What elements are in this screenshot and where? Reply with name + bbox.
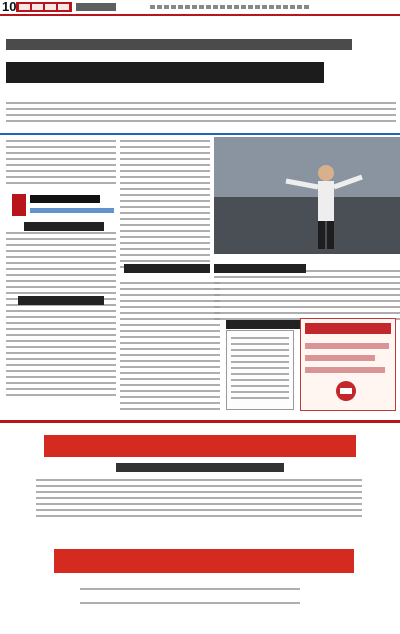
subhead (24, 222, 104, 231)
photo (214, 137, 400, 254)
ad-line (305, 355, 375, 361)
subhead (124, 264, 210, 273)
masthead (0, 0, 400, 14)
subhead (214, 264, 306, 273)
masthead-rule (0, 14, 400, 16)
ad-box (300, 318, 396, 411)
promo-headline (44, 435, 356, 457)
subhead (18, 296, 104, 305)
contact-line (80, 602, 300, 608)
paper-logo (16, 1, 72, 13)
ad-logo-icon (331, 379, 361, 403)
text-column (6, 232, 116, 400)
text-column (120, 282, 220, 412)
column-box-icon (12, 192, 116, 218)
text-column (6, 140, 116, 188)
ad-line (305, 343, 389, 349)
column-box (12, 192, 116, 218)
promo-slogan (54, 549, 354, 573)
divider-rule (0, 133, 400, 135)
date-line (150, 5, 310, 9)
section-tag (76, 3, 116, 11)
article-headline (6, 62, 324, 83)
article-kicker (6, 39, 352, 50)
notice-box (226, 330, 294, 410)
promo-contact (0, 580, 400, 634)
ad-title (305, 323, 391, 334)
promo-subhead (116, 463, 284, 472)
article-lede (6, 102, 396, 126)
ad-line (305, 367, 385, 373)
promo-body (36, 479, 362, 519)
text-column (120, 140, 210, 270)
page-number: 10 (2, 0, 17, 14)
text-column (214, 270, 400, 322)
contact-line (80, 588, 300, 594)
